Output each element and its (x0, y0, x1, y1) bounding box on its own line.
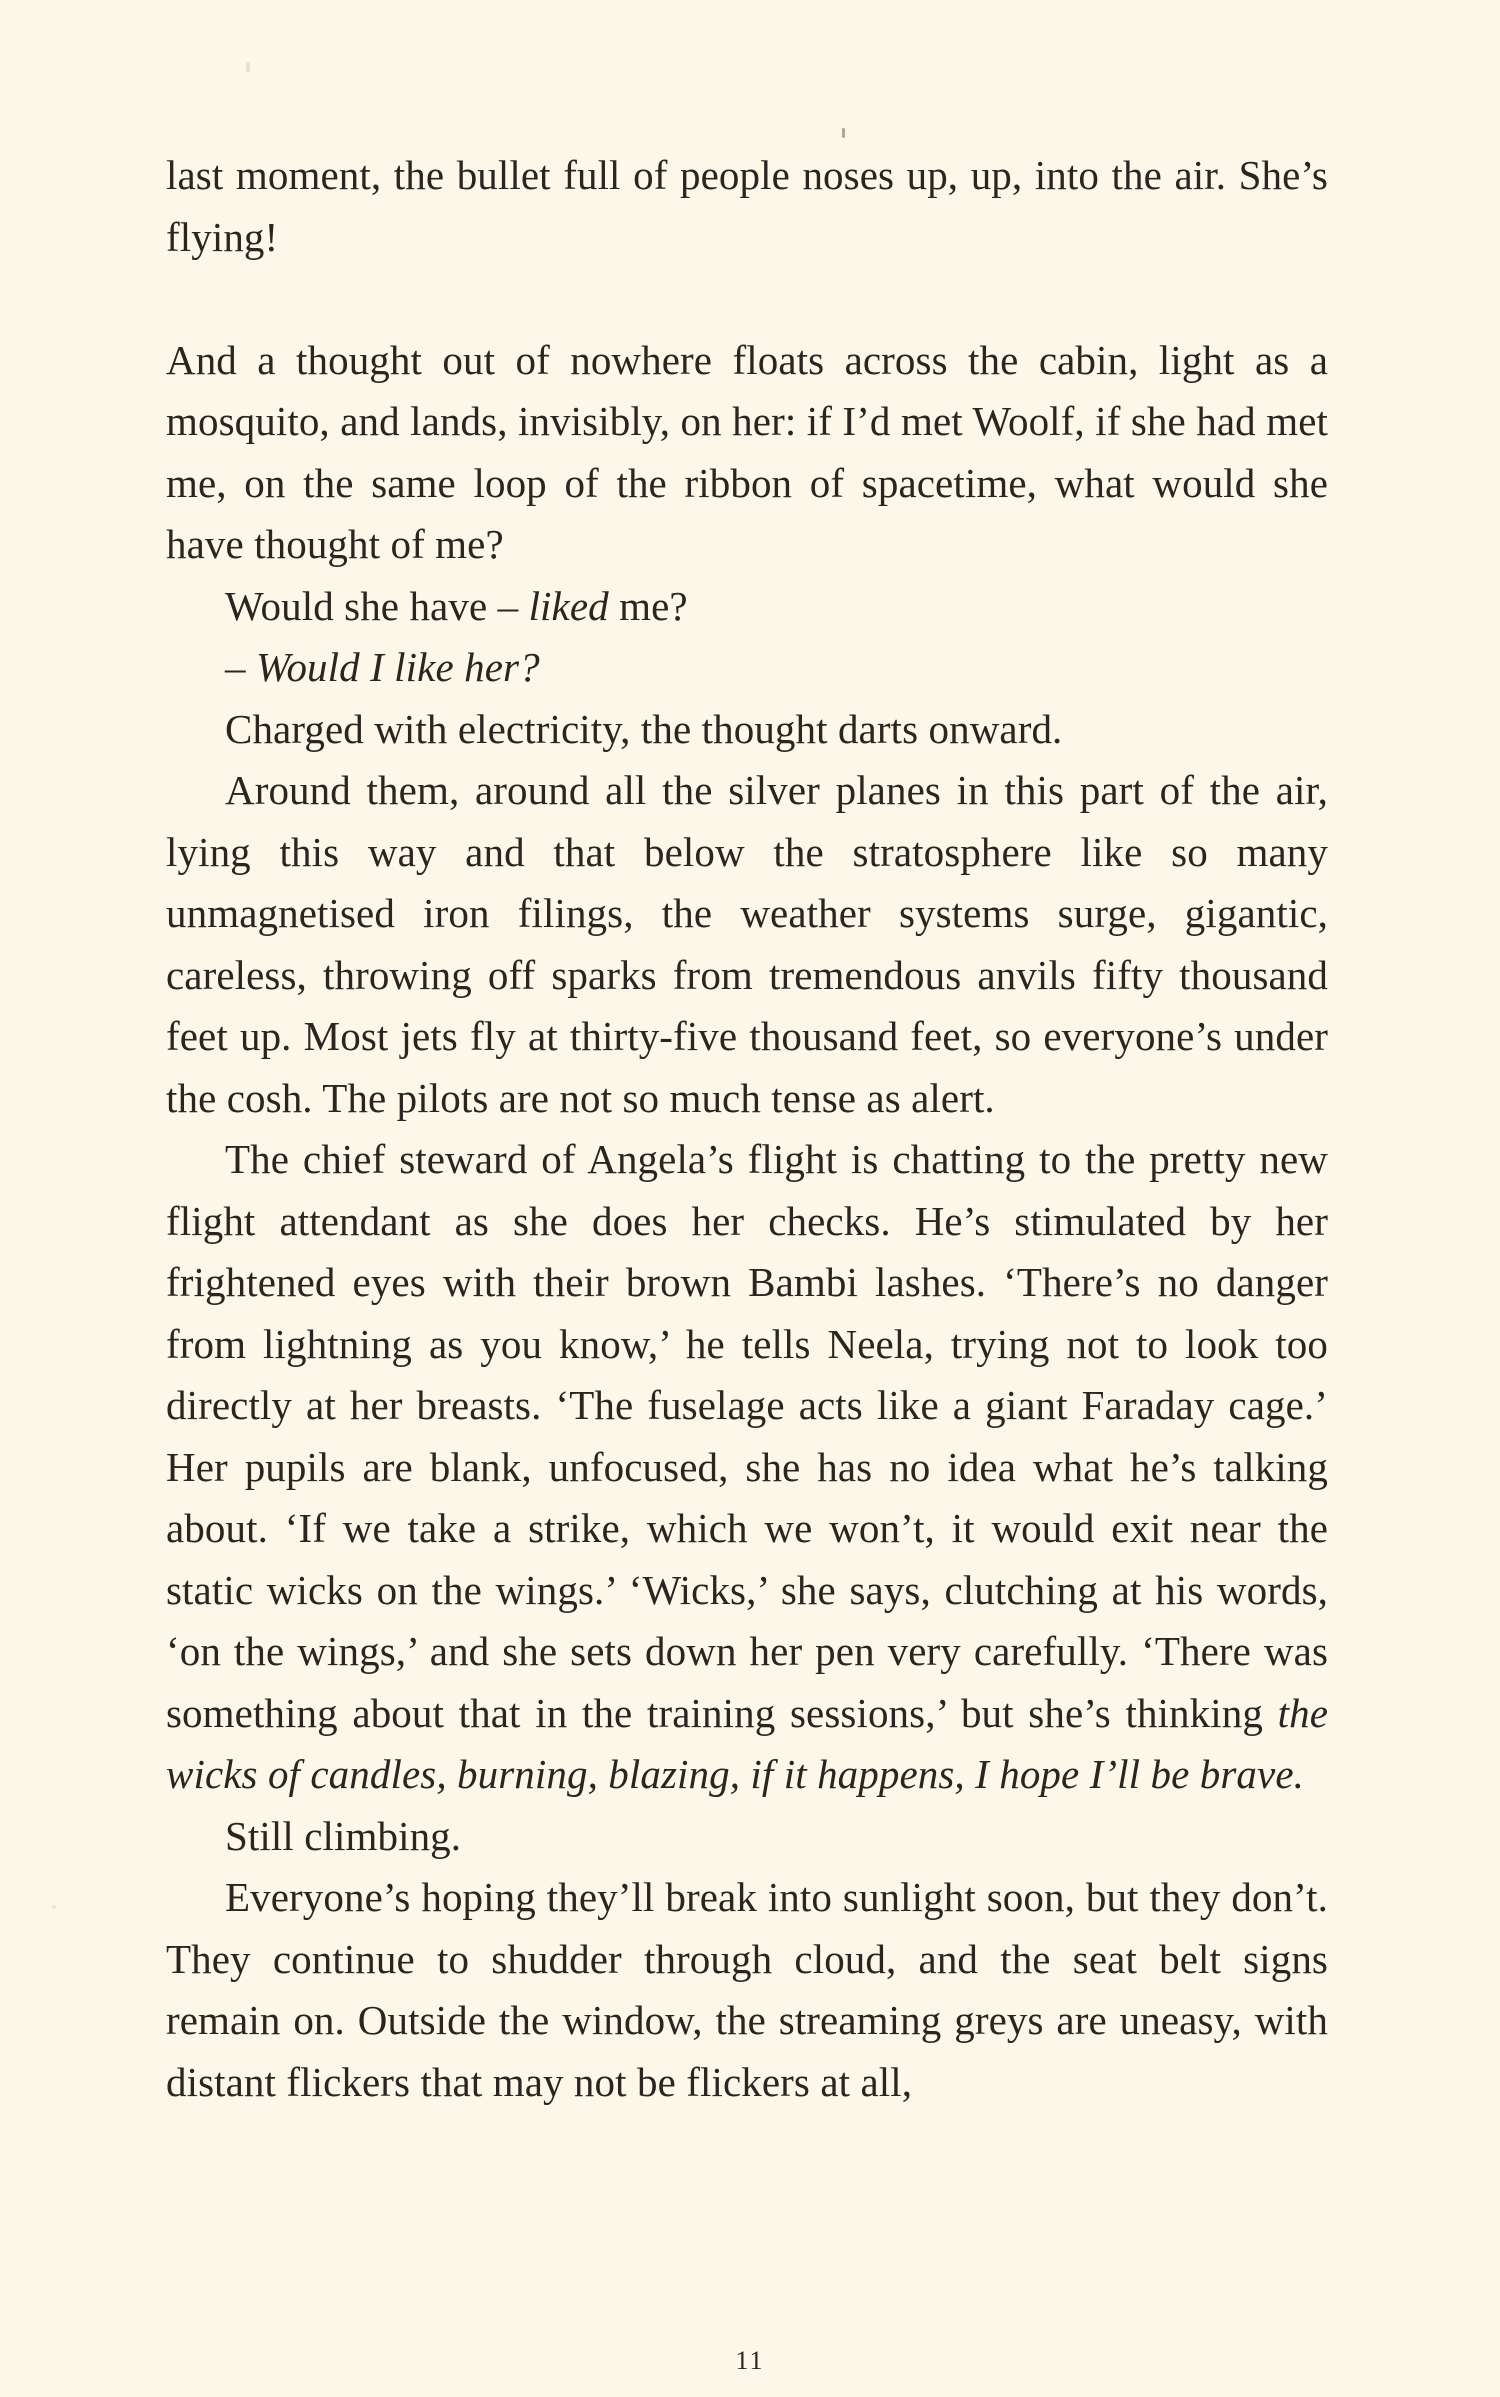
paper-speck (246, 62, 250, 72)
text-run: And a thought out of nowhere floats across the cabin, light as a mosquito, and lands, invisibly, on her: if I’d met Woolf, if she had met me, on the same loop of the ribbon of spacetime, what would she have thought of me? (166, 336, 1328, 567)
text-run: The chief steward of Angela’s flight is chatting to the pretty new flight attendant as she does her checks. He’s stimulated by her frightened eyes with their brown Bambi lashes. ‘There’s no danger from lightning as you know,’ he tells Neela, trying not to look too directly at her breasts. ‘The fuselage acts like a giant Faraday cage.’ Her pupils are blank, unfocused, she has no idea what he’s talking about. ‘If we take a strike, which we won’t, it would exit near the static wicks on the wings.’ ‘Wicks,’ she says, clutching at his words, ‘on the wings,’ and she sets down her pen very carefully. ‘There was something about that in the training sessions,’ but she’s thinking (166, 1136, 1328, 1736)
text-run: Charged with electricity, the thought darts onward. (225, 705, 1063, 752)
text-run: – (225, 644, 256, 690)
page-number: 11 (735, 2346, 765, 2375)
paragraph (166, 1867, 1328, 2113)
emphasis-text: the wicks of candles, burning, blazing, if it happens, I hope I’ll be brave. (166, 1689, 1328, 1797)
paragraph (166, 699, 1328, 761)
emphasis-text: Would I like her? (255, 644, 540, 690)
section-break (166, 268, 1328, 330)
text-run: Around them, around all the silver planes in this part of the air, lying this way and that below the stratosphere like so many unmagnetised iron filings, the weather systems surge, gigantic, careless, throwing off sparks from tremendous anvils fifty thousand feet up. Most jets fly at thirty-five thousand feet, so everyone’s under the cosh. The pilots are not so much tense as alert. (166, 767, 1328, 1121)
paragraph (166, 145, 1328, 268)
paragraph (166, 1806, 1328, 1868)
paper-speck (842, 128, 845, 138)
paragraph (166, 576, 1328, 638)
paragraph (166, 637, 1328, 699)
paper-speck (52, 1905, 56, 1909)
paragraph (166, 1129, 1328, 1806)
paragraph (166, 760, 1328, 1129)
text-run: Everyone’s hoping they’ll break into sunlight soon, but they don’t. They continue to shudder through cloud, and the seat belt signs remain on. Outside the window, the streaming greys are uneasy, with distant flickers that may not be flickers at all, (166, 1874, 1328, 2105)
text-run: last moment, the bullet full of people noses up, up, into the air. She’s flying! (166, 152, 1328, 260)
text-run: Still climbing. (225, 1812, 462, 1859)
paragraph (166, 330, 1328, 576)
text-run: me? (608, 582, 688, 629)
text-run: Would she have – (225, 582, 529, 629)
emphasis-text: liked (528, 582, 609, 629)
body-text (166, 145, 1328, 2113)
